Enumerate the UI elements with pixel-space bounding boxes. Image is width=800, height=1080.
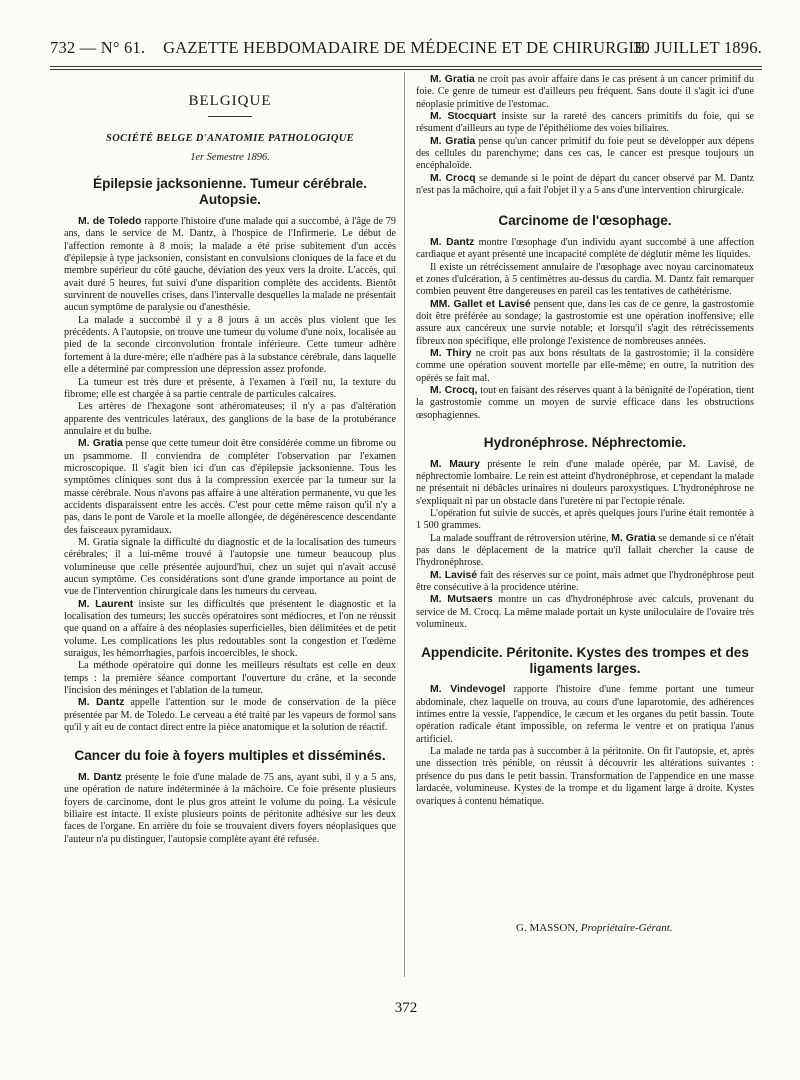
speaker-name: M. Thiry <box>430 348 472 360</box>
header-title: GAZETTE HEBDOMADAIRE DE MÉDECINE ET DE CHIRURGIE. <box>163 38 649 57</box>
paragraph <box>64 216 396 315</box>
speaker-name: MM. Gallet et Lavisé <box>430 298 531 310</box>
section-title-oesophage: Carcinome de l'œsophage. <box>498 213 672 229</box>
semester-heading: 1er Semestre 1896. <box>190 151 270 163</box>
speaker-name: M. Gratia <box>611 532 656 544</box>
paragraph <box>416 385 754 422</box>
paragraph-text: se demande si ce n'était pas dans le déplacement de la matrice qu'il fallait chercher la cause de l'hydronéphrose. <box>416 532 754 569</box>
section-title-appendicite: Appendicite. Péritonite. Kystes des trompes et des ligaments larges. <box>421 645 749 676</box>
paragraph-text: insiste sur les difficultés que présentent le diagnostic et la localisation des tumeurs; les succès opératoires sont médiocres, et l'on ne réussit que quand on a affaire à des néoplasies superficielles, bien délimitées et de petit volume. Les complications les plus redoutables sont la congestion et l'œdème suraigus, les hémorrhagies, parfois incoercibles, le shock. <box>64 598 396 660</box>
paragraph-text: présente le foie d'une malade de 75 ans, ayant subi, il y a 5 ans, une opération de nature indéterminée à la mâchoire. Ce foie présente plusieurs foyers de carcinome, dont le plus gros atteint le volume du poing. La vésicule biliaire est intacte. Il existe plusieurs points de péritonite adhésive sur les deux faces de l'organe. En arrière du foie se trouvaient divers foyers néoplasiques que l'auteur n'a pu distinguer, l'autopsie complète ayant été refusée. <box>64 771 396 845</box>
header-rule-double <box>50 69 762 70</box>
speaker-name: M. Lavisé <box>430 569 478 581</box>
header-date: 30 JUILLET 1896. <box>633 38 762 57</box>
paragraph: Il existe un rétrécissement annulaire de l'œsophage avec noyau carcinomateux et zones d'ulcération, à 5 centimètres au-dessus du cardia. M. Dantz fait remarquer combien peuvent être dangereuses en pareil cas les tentatives de cathétérisme. <box>416 261 754 298</box>
paragraph-text: pense qu'un cancer primitif du foie peut se développer aux dépens des cellules du parenchyme; dans ces cas, le cancer est presque toujours un encéphaloïde. <box>416 135 755 172</box>
paragraph-text: La malade souffrant de rétroversion utérine, <box>430 532 609 544</box>
paragraph <box>416 570 754 595</box>
speaker-name: M. Dantz <box>78 771 122 783</box>
paragraph: La tumeur est très dure et présente, à l'examen à l'œil nu, la texture du fibrome; elle est chargée à sa partie centrale de particules calcaires. <box>64 376 396 400</box>
paragraph <box>416 173 754 198</box>
publisher-name: G. MASSON, <box>516 922 579 934</box>
paragraph <box>416 111 754 136</box>
speaker-name: M. Stocquart <box>430 111 496 123</box>
speaker-name: M. Gratia <box>430 135 476 147</box>
right-column <box>416 74 754 808</box>
paragraph-text: appelle l'attention sur le mode de conservation de la pièce présentée par M. de Toledo. Le cerveau a été traité par les vapeurs de formol sans qu'il y ait eu de contact direct entre la pièce anatomique et la solution de réactif. <box>64 697 397 734</box>
paragraph: La méthode opératoire qui donne les meilleurs résultats est celle en deux temps : la première séance comportant l'ouverture du crâne, et la seconde l'incision des méninges et l'ablation de la tumeur. <box>64 660 396 697</box>
paragraph <box>64 772 396 846</box>
paragraph-text: ne croit pas avoir affaire dans le cas présent à un cancer primitif du foie. Ce genre de tumeur est d'ailleurs peu fréquent. Sans doute il s'agit ici d'une néoplasie primitive de l'estomac. <box>416 74 755 110</box>
paragraph-text: fait des réserves sur ce point, mais admet que l'hydronéphrose peut être consécutive à la procidence utérine. <box>416 569 755 594</box>
society-heading: SOCIÉTÉ BELGE D'ANATOMIE PATHOLOGIQUE <box>106 133 354 145</box>
publisher-signature <box>516 922 673 934</box>
paragraph: Les artères de l'hexagone sont athéromateuses; il n'y a pas d'altération apparente des ventricules latéraux, des ganglions de la base de la protubérance annulaire et du bulbe. <box>64 401 396 437</box>
paragraph <box>416 136 754 173</box>
speaker-name: M. Gratia <box>430 74 475 85</box>
newspaper-page <box>50 0 762 1080</box>
paragraph-text: se demande si le point de départ du cancer observé par M. Dantz n'est pas la mâchoire, qui a fait l'objet il y a 5 ans d'une intervention chirurgicale. <box>416 172 754 197</box>
paragraph <box>416 348 754 385</box>
paragraph <box>64 599 396 661</box>
page-number: 372 <box>394 1000 418 1016</box>
paragraph-text: pense que cette tumeur doit être considérée comme un fibrome ou un psammome. Il conviendra de compléter l'observation par l'examen microscopique. Il s'agit bien ici d'un cas d'épilepsie jacksonienne. Tous les symptômes cliniques sont dus à la compression exercée par la tumeur sur la masse cérébrale. Nous n'avons pas affaire à une altération permanente, vu que les accidents disparaissent entre les accès. C'est pour cette même raison qu'il n'y a pas, dans le pont de Varole et la moelle allongée, de dégénérescence descendante des faisceaux pyramidaux. <box>64 438 396 536</box>
paragraph <box>416 533 754 570</box>
speaker-name: M. Crocq <box>430 172 476 184</box>
speaker-name: M. Mutsaers <box>430 594 493 606</box>
paragraph-text: insiste sur la rareté des cancers primitifs du foie, qui se résument d'ailleurs au type de l'épithéliome des voies biliaires. <box>416 111 754 135</box>
paragraph-text: montre un cas d'hydronéphrose avec calculs, provenant du service de M. Crocq. La même malade portait un kyste uniloculaire de l'ovaire très volumineux. <box>416 594 754 631</box>
section-title-hydronephrose: Hydronéphrose. Néphrectomie. <box>483 435 687 451</box>
paragraph: La malade a succombé il y a 8 jours à un accès plus violent que les précédents. A l'autopsie, on trouve une tumeur du volume d'une noix, localisée au pied de la seconde circonvolution frontale inférieure. Cette tumeur adhère fortement à la dure-mère; elle n'adhère pas à la substance cérébrale, dans laquelle elle a déterminé par compression une dépression assez profonde. <box>64 314 396 376</box>
paragraph: M. Gratia signale la difficulté du diagnostic et de la localisation des tumeurs cérébrales; il a lui-même trouvé à l'autopsie une tumeur beaucoup plus volumineuse que celle présentée aujourd'hui, chez un sujet qui n'avait accusé aucun symptôme. Ces considérations sont d'une grande importance au point de vue de l'intervention chirurgicale dans les tumeurs du cerveau. <box>64 536 396 598</box>
paragraph-text: tout en faisant des réserves quant à la bénignité de l'opération, tient la gastrostomie comme un moyen de survie efficace dans les obstructions œsophagiennes. <box>416 385 755 421</box>
header-page-issue: 732 — N° 61. <box>50 38 146 57</box>
heading-rule <box>208 116 252 117</box>
publisher-role: Propriétaire-Gérant. <box>580 922 673 934</box>
paragraph <box>416 299 754 348</box>
paragraph <box>416 594 754 631</box>
country-heading: BELGIQUE <box>188 93 272 109</box>
speaker-name: M. Dantz <box>78 697 125 709</box>
paragraph-text: présente le rein d'une malade opérée, par M. Lavisé, de néphrectomie lombaire. Le rein est atteint d'hydronéphrose, et cependant la malade ne présentait ni débâcles urinaires ni douleurs paroxystiques. L'hydronéphrose ne s'expliquait ni par un obstacle dans l'uretère ni par l'ectopie rénale. <box>416 458 754 507</box>
paragraph-text: pensent que, dans les cas de ce genre, la gastrostomie doit être préférée au sondage; la gastrostomie est une opération inoffensive; elle assure aux cancéreux une survie notable; et lorsqu'il s'agit des rétrécissements fibreux non spécifique, elle prolonge l'existence de nombreuses années. <box>416 298 754 347</box>
page-header <box>50 38 762 64</box>
speaker-name: M. Maury <box>430 458 480 470</box>
speaker-name: M. Gratia <box>78 438 123 450</box>
left-column <box>64 76 396 846</box>
paragraph <box>416 237 754 262</box>
paragraph <box>416 459 754 508</box>
column-divider <box>404 72 405 977</box>
paragraph-text: rapporte l'histoire d'une malade qui a succombé, à l'âge de 79 ans, dans le service de M. Dantz, à l'hospice de l'Infirmerie. Le début de l'affection remonte à 8 mois; la malade a été prise subitement d'un accès d'épilepsie à type jacksonien, consistant en convulsions cloniques de la face et du membre supérieur du côté gauche, déviation des yeux vers la droite. L'accès, qui avait duré 5 heures, fut suivi d'une disparition complète des accidents. Bientôt survinrent de nouvelles crises, dans l'intervalle desquelles la malade ne présentait aucun symptôme de paralysie ou d'anesthésie. <box>64 216 396 314</box>
paragraph: La malade ne tarda pas à succomber à la péritonite. On fit l'autopsie, et, après une dissection très pénible, on réussit à découvrir les altérations suivantes : présence du pus dans le petit bassin. Transformation de l'appendice en une masse lardacée, volumineuse. Kystes de la trompe et du ligament large à droite. Kystes ovariques à contenu hématique. <box>416 746 754 807</box>
paragraph <box>64 697 396 734</box>
speaker-name: M. Dantz <box>430 236 475 248</box>
header-rule <box>50 66 762 67</box>
speaker-name: M. de Toledo <box>78 216 142 228</box>
paragraph <box>416 74 754 111</box>
paragraph-text: rapporte l'histoire d'une femme portant une tumeur abdominale, chez laquelle on trouva, au cours d'une laparotomie, des adhérences intimes entre la vessie, l'appendice, le cæcum et les organes du petit bassin. Toute opération radicale étant impossible, on referma le ventre et on pratiqua l'anus artificiel. <box>416 684 755 745</box>
paragraph-text: montre l'œsophage d'un individu ayant succombé à une affection cardiaque et ayant présenté une incapacité complète de déglutir même les liquides. <box>416 236 755 261</box>
speaker-name: M. Crocq, <box>430 385 478 397</box>
paragraph <box>416 684 754 746</box>
paragraph: L'opération fut suivie de succès, et après quelques jours l'urine était remontée à 1 500 grammes. <box>416 507 754 532</box>
speaker-name: M. Laurent <box>78 598 134 610</box>
paragraph-text: ne croit pas aux bons résultats de la gastrostomie; il la considère comme une opération souvent mortelle par elle-même; en outre, la nutrition des opérés se fait mal. <box>416 348 754 384</box>
section-title-cancer-foie: Cancer du foie à foyers multiples et disséminés. <box>74 748 386 764</box>
speaker-name: M. Vindevogel <box>430 684 506 696</box>
paragraph <box>64 438 396 537</box>
section-title-epilepsie: Épilepsie jacksonienne. Tumeur cérébrale. Autopsie. <box>93 176 367 207</box>
